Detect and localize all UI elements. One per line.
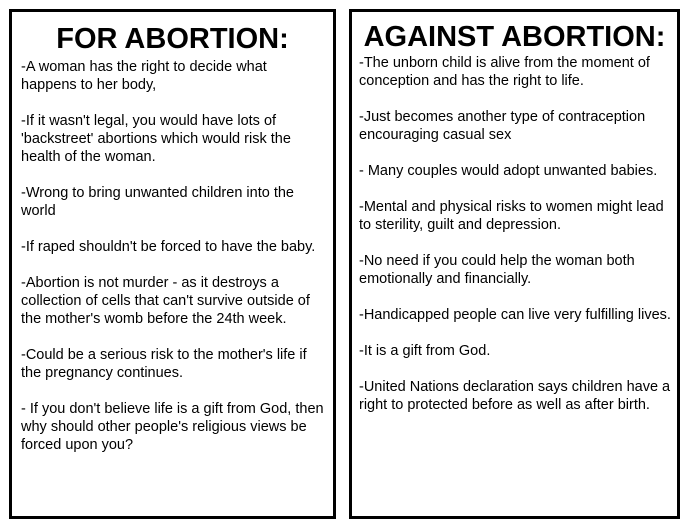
for-point: -Wrong to bring unwanted children into the world [21, 185, 294, 219]
against-abortion-title: AGAINST ABORTION: [363, 21, 666, 53]
for-abortion-panel [9, 9, 336, 519]
against-point: -United Nations declaration says children have a right to protected before as well as after birth. [359, 379, 671, 413]
for-point: - If you don't believe life is a gift from God, then why should other people's religious views be forced upon you? [21, 401, 324, 453]
against-point: - Many couples would adopt unwanted babies. [359, 163, 658, 179]
against-point: -Just becomes another type of contraception encouraging casual sex [359, 109, 646, 143]
against-point: -It is a gift from God. [359, 343, 491, 359]
for-point: -Abortion is not murder - as it destroys a collection of cells that can't survive outside of the mother's womb before the 24th week. [21, 275, 310, 327]
for-point: -A woman has the right to decide what happens to her body, [21, 59, 267, 93]
for-abortion-list [12, 58, 333, 454]
against-abortion-panel [349, 9, 680, 519]
for-point: -Could be a serious risk to the mother's life if the pregnancy continues. [21, 347, 307, 381]
for-point: -If it wasn't legal, you would have lots of 'backstreet' abortions which would risk the health of the woman. [21, 113, 291, 165]
against-point: -Mental and physical risks to women might lead to sterility, guilt and depression. [359, 199, 664, 233]
for-point: -If raped shouldn't be forced to have the baby. [21, 239, 316, 255]
against-point: -The unborn child is alive from the moment of conception and has the right to life. [359, 55, 650, 89]
against-point: -No need if you could help the woman both emotionally and financially. [359, 253, 635, 287]
against-abortion-list [352, 54, 677, 414]
against-point: -Handicapped people can live very fulfilling lives. [359, 307, 671, 323]
for-abortion-title: FOR ABORTION: [56, 23, 289, 55]
